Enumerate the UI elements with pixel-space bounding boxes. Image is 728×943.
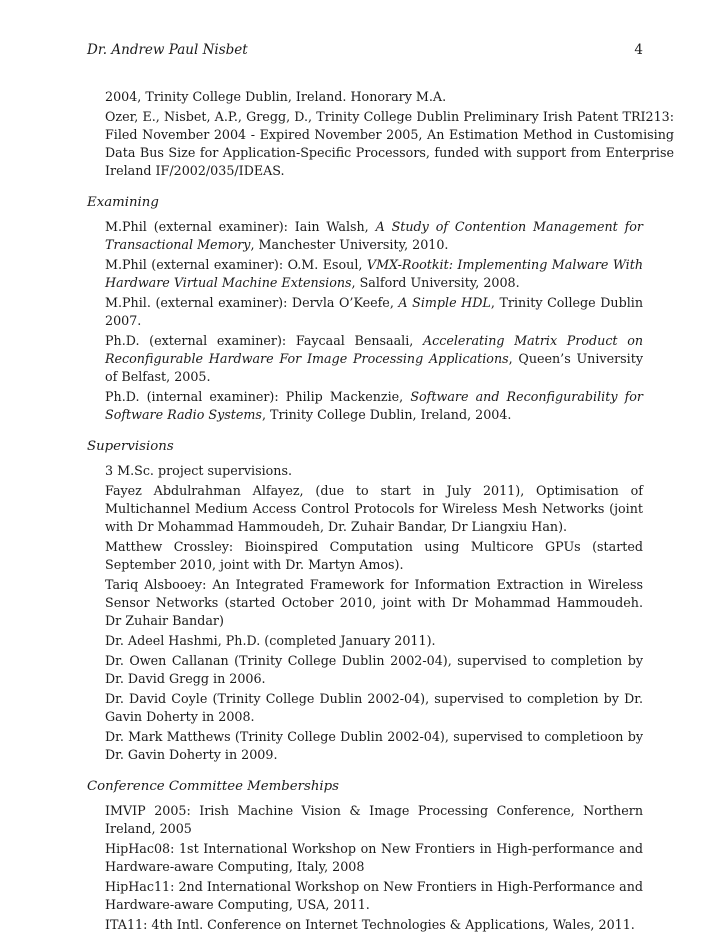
honorary-ma-entry: 2004, Trinity College Dublin, Ireland. Honorary M.A. — [105, 89, 447, 104]
thesis-title: VMX-Rootkit: Implementing Malware With Hardware Virtual Machine Extensions — [105, 257, 643, 290]
examining-item-text: Ph.D. (external examiner): Faycaal Bensaali, — [105, 333, 423, 348]
thesis-title: A Simple HDL — [398, 295, 491, 310]
examining-item-detail: , Trinity College Dublin, Ireland, 2004. — [261, 407, 512, 422]
examining-item — [105, 388, 643, 424]
committees-heading: Conference Committee Memberships — [87, 779, 339, 794]
committee-item: HipHac08: 1st International Workshop on New Frontiers in High-performance and Hardware-aware Computing, Italy, 2008 — [105, 841, 643, 874]
thesis-title: Software and Reconfigurability for Software Radio Systems — [105, 389, 644, 422]
committee-item: IMVIP 2005: Irish Machine Vision & Image Processing Conference, Northern Ireland, 2005 — [105, 803, 643, 836]
examining-item-detail: , Trinity College Dublin 2007. — [105, 295, 643, 328]
examining-heading: Examining — [87, 195, 159, 210]
thesis-title: A Study of Contention Management for Transactional Memory — [105, 219, 643, 252]
page-body — [87, 88, 674, 936]
examining-item-text: M.Phil (external examiner): Iain Walsh, — [105, 219, 376, 234]
supervision-item: Dr. Owen Callanan (Trinity College Dublin 2002-04), supervised to completion by Dr. David Gregg in 2006. — [105, 653, 643, 686]
committee-item: ITA11: 4th Intl. Conference on Internet Technologies & Applications, Wales, 2011. — [105, 917, 635, 932]
examining-item-detail: , Manchester University, 2010. — [250, 237, 449, 252]
examining-item — [105, 218, 643, 254]
examining-item — [105, 256, 643, 292]
examining-item-text: M.Phil. (external examiner): Dervla O’Keefe, — [105, 295, 399, 310]
supervisions-heading: Supervisions — [87, 439, 174, 454]
examining-item — [105, 294, 643, 330]
supervision-item: Dr. Mark Matthews (Trinity College Dublin 2002-04), supervised to completioon by Dr. Gavin Doherty in 2009. — [105, 729, 643, 762]
examining-item-detail: , Salford University, 2008. — [351, 275, 520, 290]
supervision-item: Matthew Crossley: Bioinspired Computation using Multicore GPUs (started September 2010, joint with Dr. Martyn Amos). — [105, 539, 643, 572]
supervision-item: Dr. David Coyle (Trinity College Dublin 2002-04), supervised to completion by Dr. Gavin Doherty in 2008. — [105, 691, 643, 724]
examining-item-detail: , Queen’s University of Belfast, 2005. — [105, 351, 643, 384]
supervision-item: Fayez Abdulrahman Alfayez, (due to start in July 2011), Optimisation of Multichannel Medium Access Control Protocols for Wireless Mesh Networks (joint with Dr Mohammad Hammoudeh, Dr. Zuhair Bandar, Dr Liangxiu Han). — [105, 483, 643, 534]
page-header — [87, 42, 643, 58]
thesis-title: Accelerating Matrix Product on Reconfigurable Hardware For Image Processing Applications — [105, 333, 644, 366]
examining-item-text: M.Phil (external examiner): O.M. Esoul, — [105, 257, 367, 272]
committee-item: HipHac11: 2nd International Workshop on New Frontiers in High-Performance and Hardware-aware Computing, USA, 2011. — [105, 879, 643, 912]
examining-item-text: Ph.D. (internal examiner): Philip Mackenzie, — [105, 389, 411, 404]
author-name: Dr. Andrew Paul Nisbet — [87, 42, 248, 58]
page-number: 4 — [634, 42, 643, 58]
patent-entry: Ozer, E., Nisbet, A.P., Gregg, D., Trinity College Dublin Preliminary Irish Patent TRI213: Filed November 2004 - Expired November 2005, An Estimation Method in Customising Data Bus Size for Application-Specific Processors, funded with support from Enterprise Ireland IF/2002/035/IDEAS. — [105, 109, 674, 178]
supervision-item: 3 M.Sc. project supervisions. — [105, 463, 293, 478]
examining-item — [105, 332, 643, 386]
supervision-item: Dr. Adeel Hashmi, Ph.D. (completed January 2011). — [105, 633, 436, 648]
supervision-item: Tariq Alsbooey: An Integrated Framework for Information Extraction in Wireless Sensor Networks (started October 2010, joint with Dr Mohammad Hammoudeh. Dr Zuhair Bandar) — [105, 577, 643, 628]
